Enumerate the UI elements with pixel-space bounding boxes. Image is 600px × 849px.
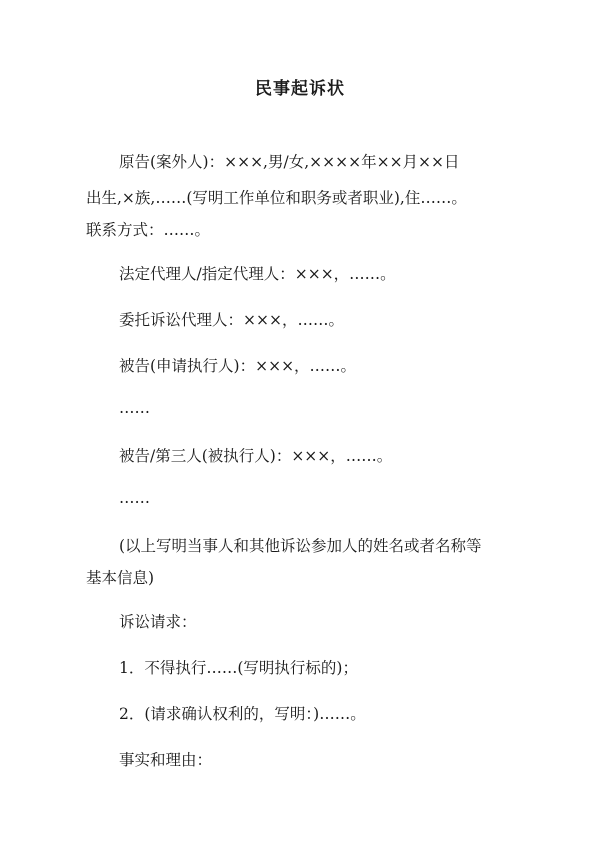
litigation-agent: 委托诉讼代理人：×××，……。	[119, 311, 344, 329]
note-line-2: 基本信息)	[86, 569, 155, 587]
claims-heading: 诉讼请求：	[119, 613, 197, 631]
defendant: 被告(申请执行人)：×××，……。	[119, 357, 357, 375]
plaintiff-line-2: 出生,×族,……(写明工作单位和职务或者职业),住……。	[86, 189, 467, 207]
ellipsis-2: ……	[119, 489, 150, 507]
claim-1: 1．不得执行……(写明执行标的)；	[119, 659, 358, 677]
claim-2: 2．(请求确认权利的，写明：)……。	[119, 705, 366, 723]
facts-heading: 事实和理由：	[119, 751, 213, 769]
legal-representative: 法定代理人/指定代理人：×××，……。	[119, 265, 396, 283]
note-line-1: (以上写明当事人和其他诉讼参加人的姓名或者名称等	[119, 537, 482, 555]
third-party: 被告/第三人(被执行人)：×××，……。	[119, 447, 393, 465]
plaintiff-line-1: 原告(案外人)：×××,男/女,××××年××月××日	[119, 153, 460, 171]
plaintiff-line-3: 联系方式：……。	[86, 221, 211, 239]
document-title: 民事起诉状	[255, 79, 345, 99]
ellipsis-1: ……	[119, 399, 150, 417]
